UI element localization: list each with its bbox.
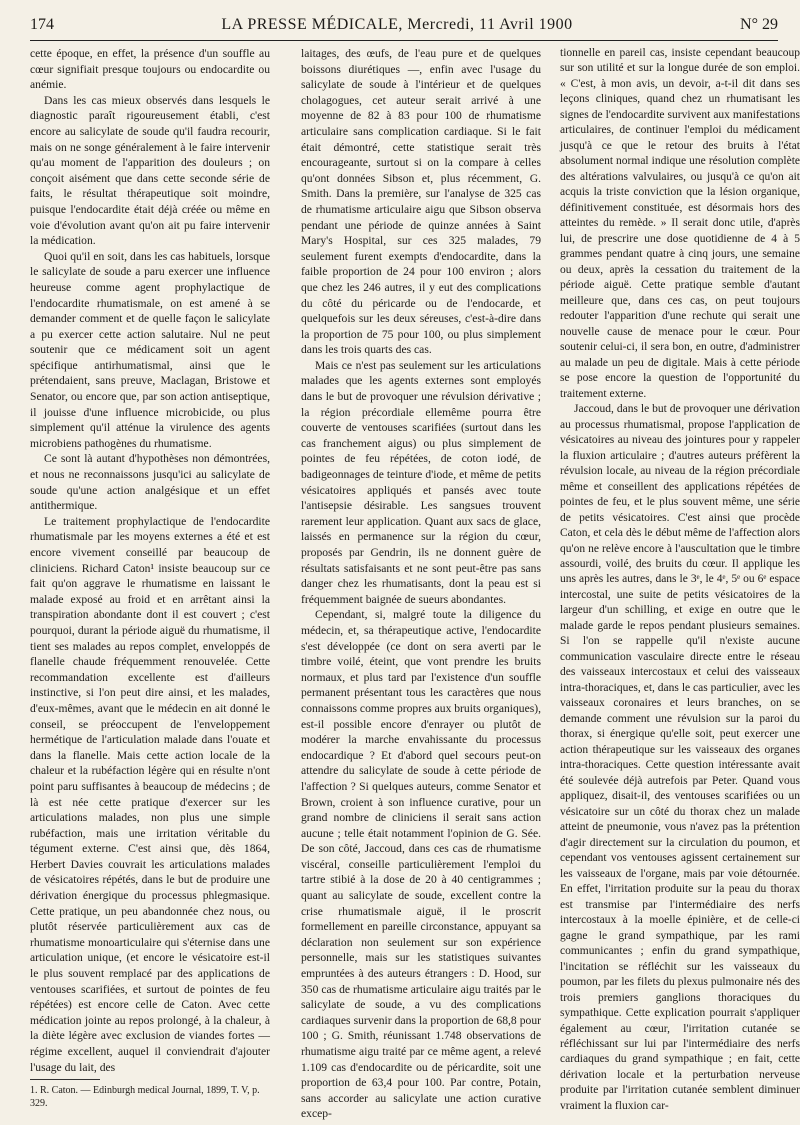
paragraph: Dans les cas mieux observés dans lesquels le diagnostic paraît rigoureusement établi, c'est encore au salicylate de soude qu'il faudra recourir, mais on ne songe généralement à le faire intervenir qu'au moment de l'apparition des douleurs ; on conçoit aisément que dans cette seconde série de faits, le résultat thérapeutique soit moindre, puisque l'endocardite était déjà créée ou même en voie d'évolution avant qu'on ait pu faire intervenir la médication. [30, 93, 270, 248]
footnote-rule [30, 1079, 100, 1080]
paragraph: Mais ce n'est pas seulement sur les articulations malades que les agents externes sont employés dans le but de provoquer une révulsion dérivative ; la région précordiale ellemême pourra être couverte de ventouses scarifiées (surtout dans les cas franchement aigus) ou plus simplement de pointes de feu répétées, de coton iodé, de badigeonnages de teinture d'iode, et même de petits vésicatoires appliqués et pansés avec toute l'antisepsie désirable. Les sangsues trouvent rarement leur application. Quant aux sacs de glace, laissés en permanence sur la région du cœur, proposés par Gendrin, ils ne donnent guère de résultats satisfaisants et ne sont peut-être pas sans danger chez les rhumatisants, dont la peau est si fréquemment baignée de sueurs abondantes. [301, 358, 541, 606]
paragraph: Ce sont là autant d'hypothèses non démontrées, et nous ne reconnaissons jusqu'ici au salicylate de soude qu'une action analgésique et un effet antithermique. [30, 452, 270, 513]
paragraph: Quoi qu'il en soit, dans les cas habituels, lorsque le salicylate de soude a paru exercer une influence heureuse comme agent prophylactique de l'endocardite rhumatismale, on est amené à se demander comment et de quelle façon le salicylate a pu exercer cette action salutaire. Nul ne peut soutenir que ce médicament soit un agent spécifique antirhumatismal, ainsi que le prétendaient, sans preuve, Maclagan, Bristowe et Senator, ou encore que, par son action antiseptique, il jouisse d'une influence microbicide, ou plus simplement qu'il atténue la virulence des agents microbiens pathogènes du rhumatisme. [30, 249, 270, 450]
page-number: 174 [30, 16, 54, 33]
text-column-2 [301, 46, 541, 1122]
footnote: 1. R. Caton. — Edinburgh medical Journal, 1899, T. V, p. 329. [30, 1085, 260, 1109]
paragraph: Jaccoud, dans le but de provoquer une dérivation au processus rhumatismal, propose l'application de vésicatoires au niveau des jointures pour y rappeler la fluxion articulaire ; d'autres auteurs préfèrent la révulsion locale, au niveau de la région précordiale même et conseillent des applications répétées de pointes de feu, et le plus souvent même, une série de petits vésicatoires. C'est ainsi que procède Caton, et cela dès le début même de l'affection alors qu'on ne relève encore à l'auscultation que le timbre assourdi, voilé, des bruits du cœur. Il applique les uns après les autres, dans le 3ᵉ, le 4ᵉ, 5ᵉ ou 6ᵉ espace intercostal, une suite de petits vésicatoires de la largeur d'un schilling, et exige en outre que le malade garde le repos pendant plusieurs semaines. Si l'on se rappelle qu'il n'existe aucune communication vasculaire directe entre le réseau des vaisseaux intercostaux et celui des vaisseaux intra-thoraciques, et, dans le cas particulier, avec les vaisseaux coronaires et leurs branches, on se demande comment une révulsion sur la paroi du thorax, si énergique qu'elle soit, peut exercer une action thérapeutique sur les vaisseaux des organes intra-thoraciques. Cette question intéressante avait été soulevée déjà autrefois par Peter. Quand vous appliquez, disait-il, des ventouses scarifiées ou un vésicatoire sur un côté du thorax chez un malade atteint de pneumonie, vous n'avez pas la prétention d'agir directement sur la circulation du poumon, et cependant vos ventouses agissent certainement sur les vaisseaux de l'organe, mais par voie détournée. En effet, l'irritation produite sur la peau du thorax est transmise par l'intermédiaire des nerfs intercostaux à la moelle épinière, et de celle-ci gagne le grand sympathique, par les rami communicantes ; enfin du grand sympathique, l'incitation se réfléchit sur les vaisseaux du poumon, par les filets du plexus pulmonaire nés des trois premiers ganglions thoraciques du sympathique. Cette explication pourrait s'appliquer également au cœur, l'irritation cutanée se réfléchissant sur lui par l'intermédiaire des nerfs cardiaques du grand sympathique ; en fait, cette dérivation locale et la perturbation nerveuse produite par l'irritation cutanée semblent diminuer vraiment la fluxion car- [560, 403, 800, 1112]
issue-number: N° 29 [740, 16, 778, 33]
paragraph: laitages, des œufs, de l'eau pure et de quelques boissons diurétiques —, enfin avec l'usage du salicylate de soude à l'intérieur et de quelques cholagogues, cet auteur serait arrivé à une moyenne de 82 à 83 pour 100 de rhumatisme articulaire sans complication cardiaque. Si le fait était démontré, cette statistique serait très encourageante, surtout si on la compare à celles qu'ont données Sibson et, plus récemment, G. Smith. Dans la première, sur l'analyse de 325 cas de rhumatisme articulaire aigu que Sibson observa pendant une période de quinze années à Saint Mary's Hospital, sur ces 325 malades, 79 seulement furent exempts d'endocardite, dans la faible proportion de 24 pour 100 environ ; alors que chez les 246 autres, il y eut des complications du côté du péricarde ou de l'endocarde, et quelquefois sur les deux séreuses, c'est-à-dire dans la proportion de 75 pour 100, ou plus simplement dans les trois quarts des cas. [301, 47, 541, 357]
header-rule [30, 40, 778, 41]
paragraph: cette époque, en effet, la présence d'un souffle au cœur signifiait presque toujours ou endocardite ou anémie. [30, 47, 270, 92]
journal-title: LA PRESSE MÉDICALE, Mercredi, 11 Avril 1900 [221, 16, 573, 33]
text-column-1 [30, 46, 270, 1081]
paragraph: Cependant, si, malgré toute la diligence du médecin, et, sa thérapeutique active, l'endocardite s'est développée (ce dont on sera averti par le timbre voilé, éteint, que vont prendre les bruits normaux, et plus tard par l'existence d'un souffle permanent présentant tous les caractères que nous connaissons comme propres aux bruits organiques), est-il possible encore d'enrayer ou plutôt de modérer la marche envahissante du processus endocardique ? Et d'abord quel secours peut-on attendre du salicylate de soude à cette période de l'affection ? Si quelques auteurs, comme Senator et Brown, croient à son influence curative, pour un grand nombre de cliniciens il serait sans action aucune ; telle était notamment l'opinion de G. Sée. De son côté, Jaccoud, dans ces cas de rhumatisme viscéral, conseille particulièrement l'emploi du tartre stibié à la dose de 20 à 40 centigrammes ; quant au salicylate de soude, excellent contre la crise rhumatismale aiguë, il le proscrit formellement en pareille circonstance, appuyant sa déclaration non seulement sur son expérience personnelle, mais sur les statistiques suivantes empruntées à des auteurs étrangers : D. Hood, sur 350 cas de rhumatisme articulaire aigu traités par le salicylate de soude, a vu des complications cardiaques survenir dans la proportion de 68,8 pour 100 ; G. Smith, réunissant 1.748 observations de rhumatisme aigu traité par ce même agent, a relevé 1.109 cas d'endocardite ou de péricardite, soit une proportion de 63,4 pour 100. Par contre, Potain, sans accorder au salicylate une action curative excep- [301, 608, 541, 1121]
page-header [30, 16, 778, 38]
text-column-3 [560, 46, 800, 1122]
paragraph: Le traitement prophylactique de l'endocardite rhumatismale par les moyens externes a été et est encore vivement conseillé par beaucoup de cliniciens. Richard Caton¹ insiste beaucoup sur ce fait qu'on aggrave le rhumatisme en laissant le malade exposé au froid et en arrêtant ainsi la transpiration abondante dont il est couvert ; c'est pourquoi, durant la période aiguë du rhumatisme, il tient ses malades au repos complet, enveloppés de flanelle chaude fréquemment renouvelée. Cette recommandation excellente est d'ailleurs instinctive, si l'on peut dire ainsi, et les malades, d'eux-mêmes, avant que le médecin en ait donné le conseil, se préoccupent de l'enveloppement hermétique de l'articulation malade dans l'ouate et dans la flanelle. Mais cette action locale de la chaleur et la rubéfaction légère qui en résulte n'ont point paru suffisantes à beaucoup de médecins ; de là est née cette pratique d'exercer sur les articulations malades, non plus une simple rubéfaction, mais une irritation véritable du tégument externe. C'est ainsi que, dès 1864, Herbert Davies couvrait les articulations malades de vésicatoires répétés, dans le but de produire une dérivation énergique du processus phlegmasique. Cette pratique, un peu abandonnée chez nous, ou plutôt réservée particulièrement aux cas de rhumatisme monoarticulaire qui s'éternise dans une articulation unique, (et encore le vésicatoire est-il le plus souvent remplacé par des applications de ventouses scarifiées, et surtout de pointes de feu répétées) est encore celle de Caton. Avec cette médication jointe au repos prolongé, à la chaleur, à la diète légère avec exclusion de viandes fortes — régime excellent, auquel il conviendrait d'ajouter l'usage du lait, des [30, 514, 270, 1074]
paragraph: tionnelle en pareil cas, insiste cependant beaucoup sur son utilité et sur la longue durée de son emploi. « C'est, à mon avis, un devoir, a-t-il dit dans ses leçons cliniques, quand chez un rhumatisant les signes de l'endocardite survivent aux manifestations articulaires, de continuer l'emploi du médicament jusqu'à ce que le retour des bruits à l'état absolument normal indique une résolution complète des altérations valvulaires, ou jusqu'à ce qu'on ait acquis la triste conviction que la lésion organique, définitivement constituée, est désormais hors des atteintes du remède. » Il serait donc utile, d'après lui, de prescrire une dose quotidienne de 4 à 5 grammes pendant quatre à cinq jours, une semaine ou deux, après la cessation du traitement de la période aiguë. Cette pratique semble d'autant meilleure que, dans ces cas, on peut toujours redouter l'apparition d'une rechute qui serait une nouvelle cause de menace pour le cœur. Pour soutenir celui-ci, il sera bon, en outre, d'administrer au malade un peu de digitale. Mais à cette période se pose encore la question de l'opportunité du traitement externe. [560, 47, 800, 400]
